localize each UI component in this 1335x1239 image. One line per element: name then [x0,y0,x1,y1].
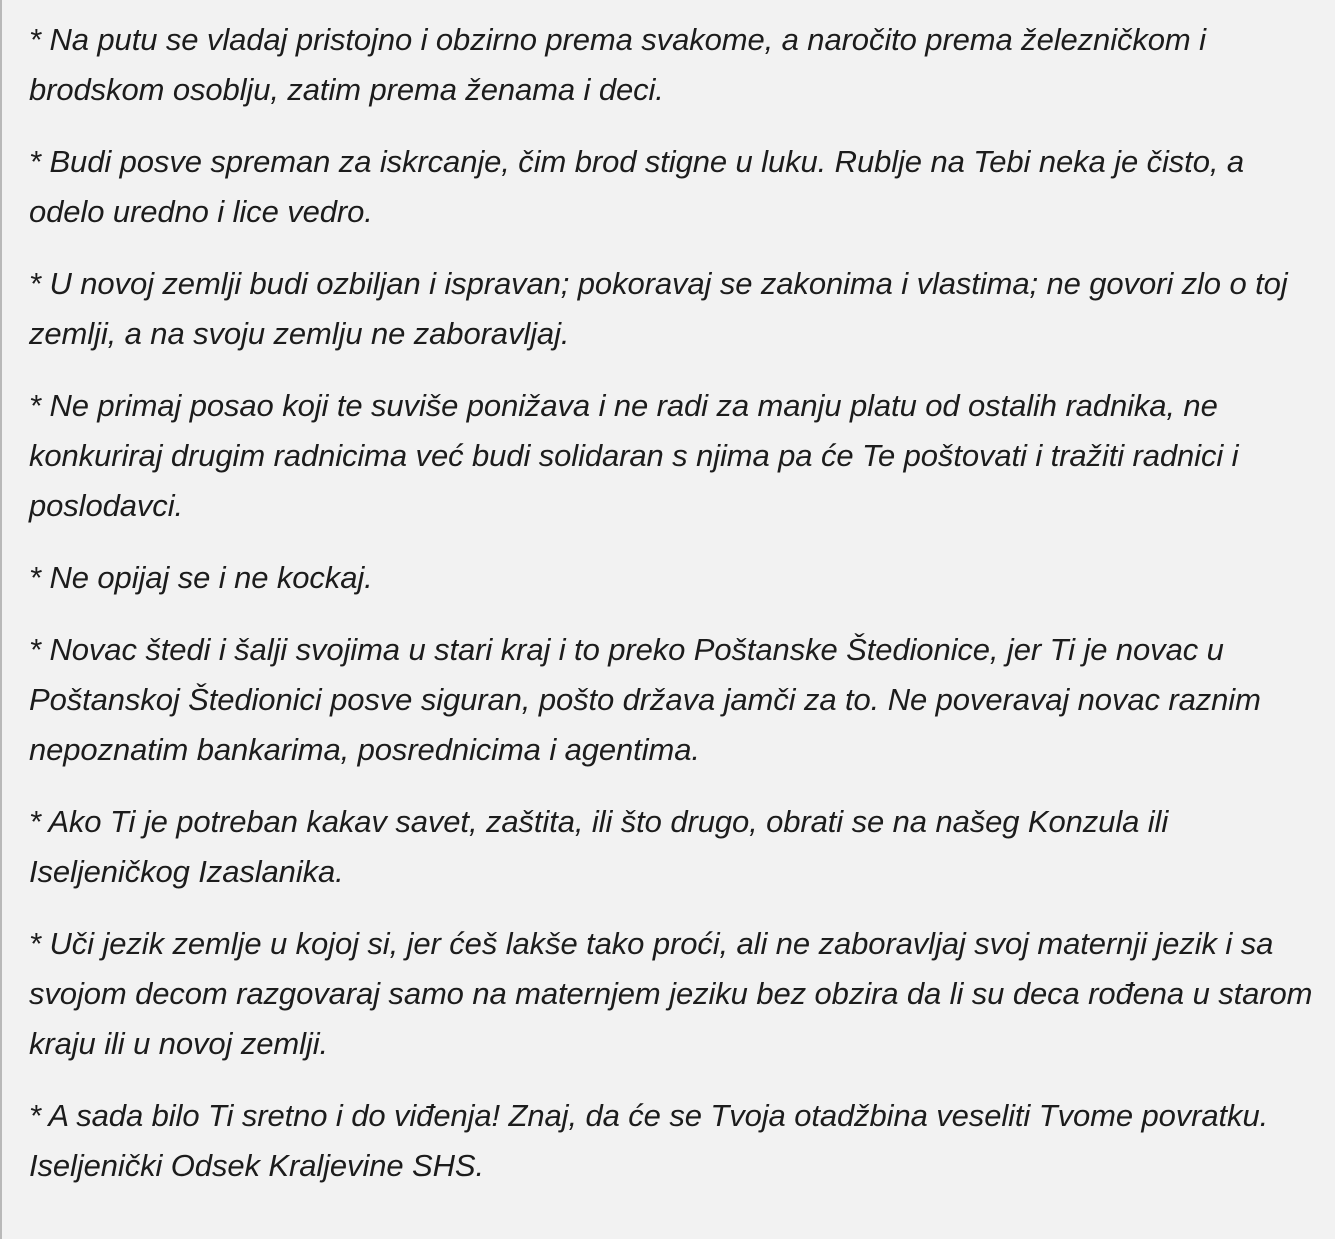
paragraph-8: * Uči jezik zemlje u kojoj si, jer ćeš lakše tako proći, ali ne zaboravljaj svoj maternji jezik i sa svojom decom razgovaraj samo na maternjem jeziku bez obzira da li su deca rođena u starom kraju ili u novoj zemlji. [29,926,1313,1061]
paragraph-9: * A sada bilo Ti sretno i do viđenja! Znaj, da će se Tvoja otadžbina veseliti Tvome povratku. Iseljenički Odsek Kraljevine SHS. [29,1098,1269,1183]
paragraph-2: * Budi posve spreman za iskrcanje, čim brod stigne u luku. Rublje na Tebi neka je čisto, a odelo uredno i lice vedro. [29,144,1245,229]
paragraph-5: * Ne opijaj se i ne kockaj. [29,560,373,595]
paragraph-7: * Ako Ti je potreban kakav savet, zaštita, ili što drugo, obrati se na našeg Konzula ili Iseljeničkog Izaslanika. [29,804,1169,889]
paragraph-1: * Na putu se vladaj pristojno i obzirno prema svakome, a naročito prema železničkom i brodskom osoblju, zatim prema ženama i deci. [29,22,1206,107]
paragraph-3: * U novoj zemlji budi ozbiljan i ispravan; pokoravaj se zakonima i vlastima; ne govori zlo o toj zemlji, a na svoju zemlju ne zaboravljaj. [29,266,1288,351]
paragraph-6: * Novac štedi i šalji svojima u stari kraj i to preko Poštanske Štedionice, jer Ti je novac u Poštanskoj Štedionici posve siguran, pošto država jamči za to. Ne poveravaj novac raznim nepoznatim bankarima, posrednicima i agentima. [29,632,1261,767]
paragraph-4: * Ne primaj posao koji te suviše ponižava i ne radi za manju platu od ostalih radnika, ne konkuriraj drugim radnicima već budi solidaran s njima pa će Te poštovati i tražiti radnici i poslodavci. [29,388,1239,523]
text-block [2,0,1335,1191]
